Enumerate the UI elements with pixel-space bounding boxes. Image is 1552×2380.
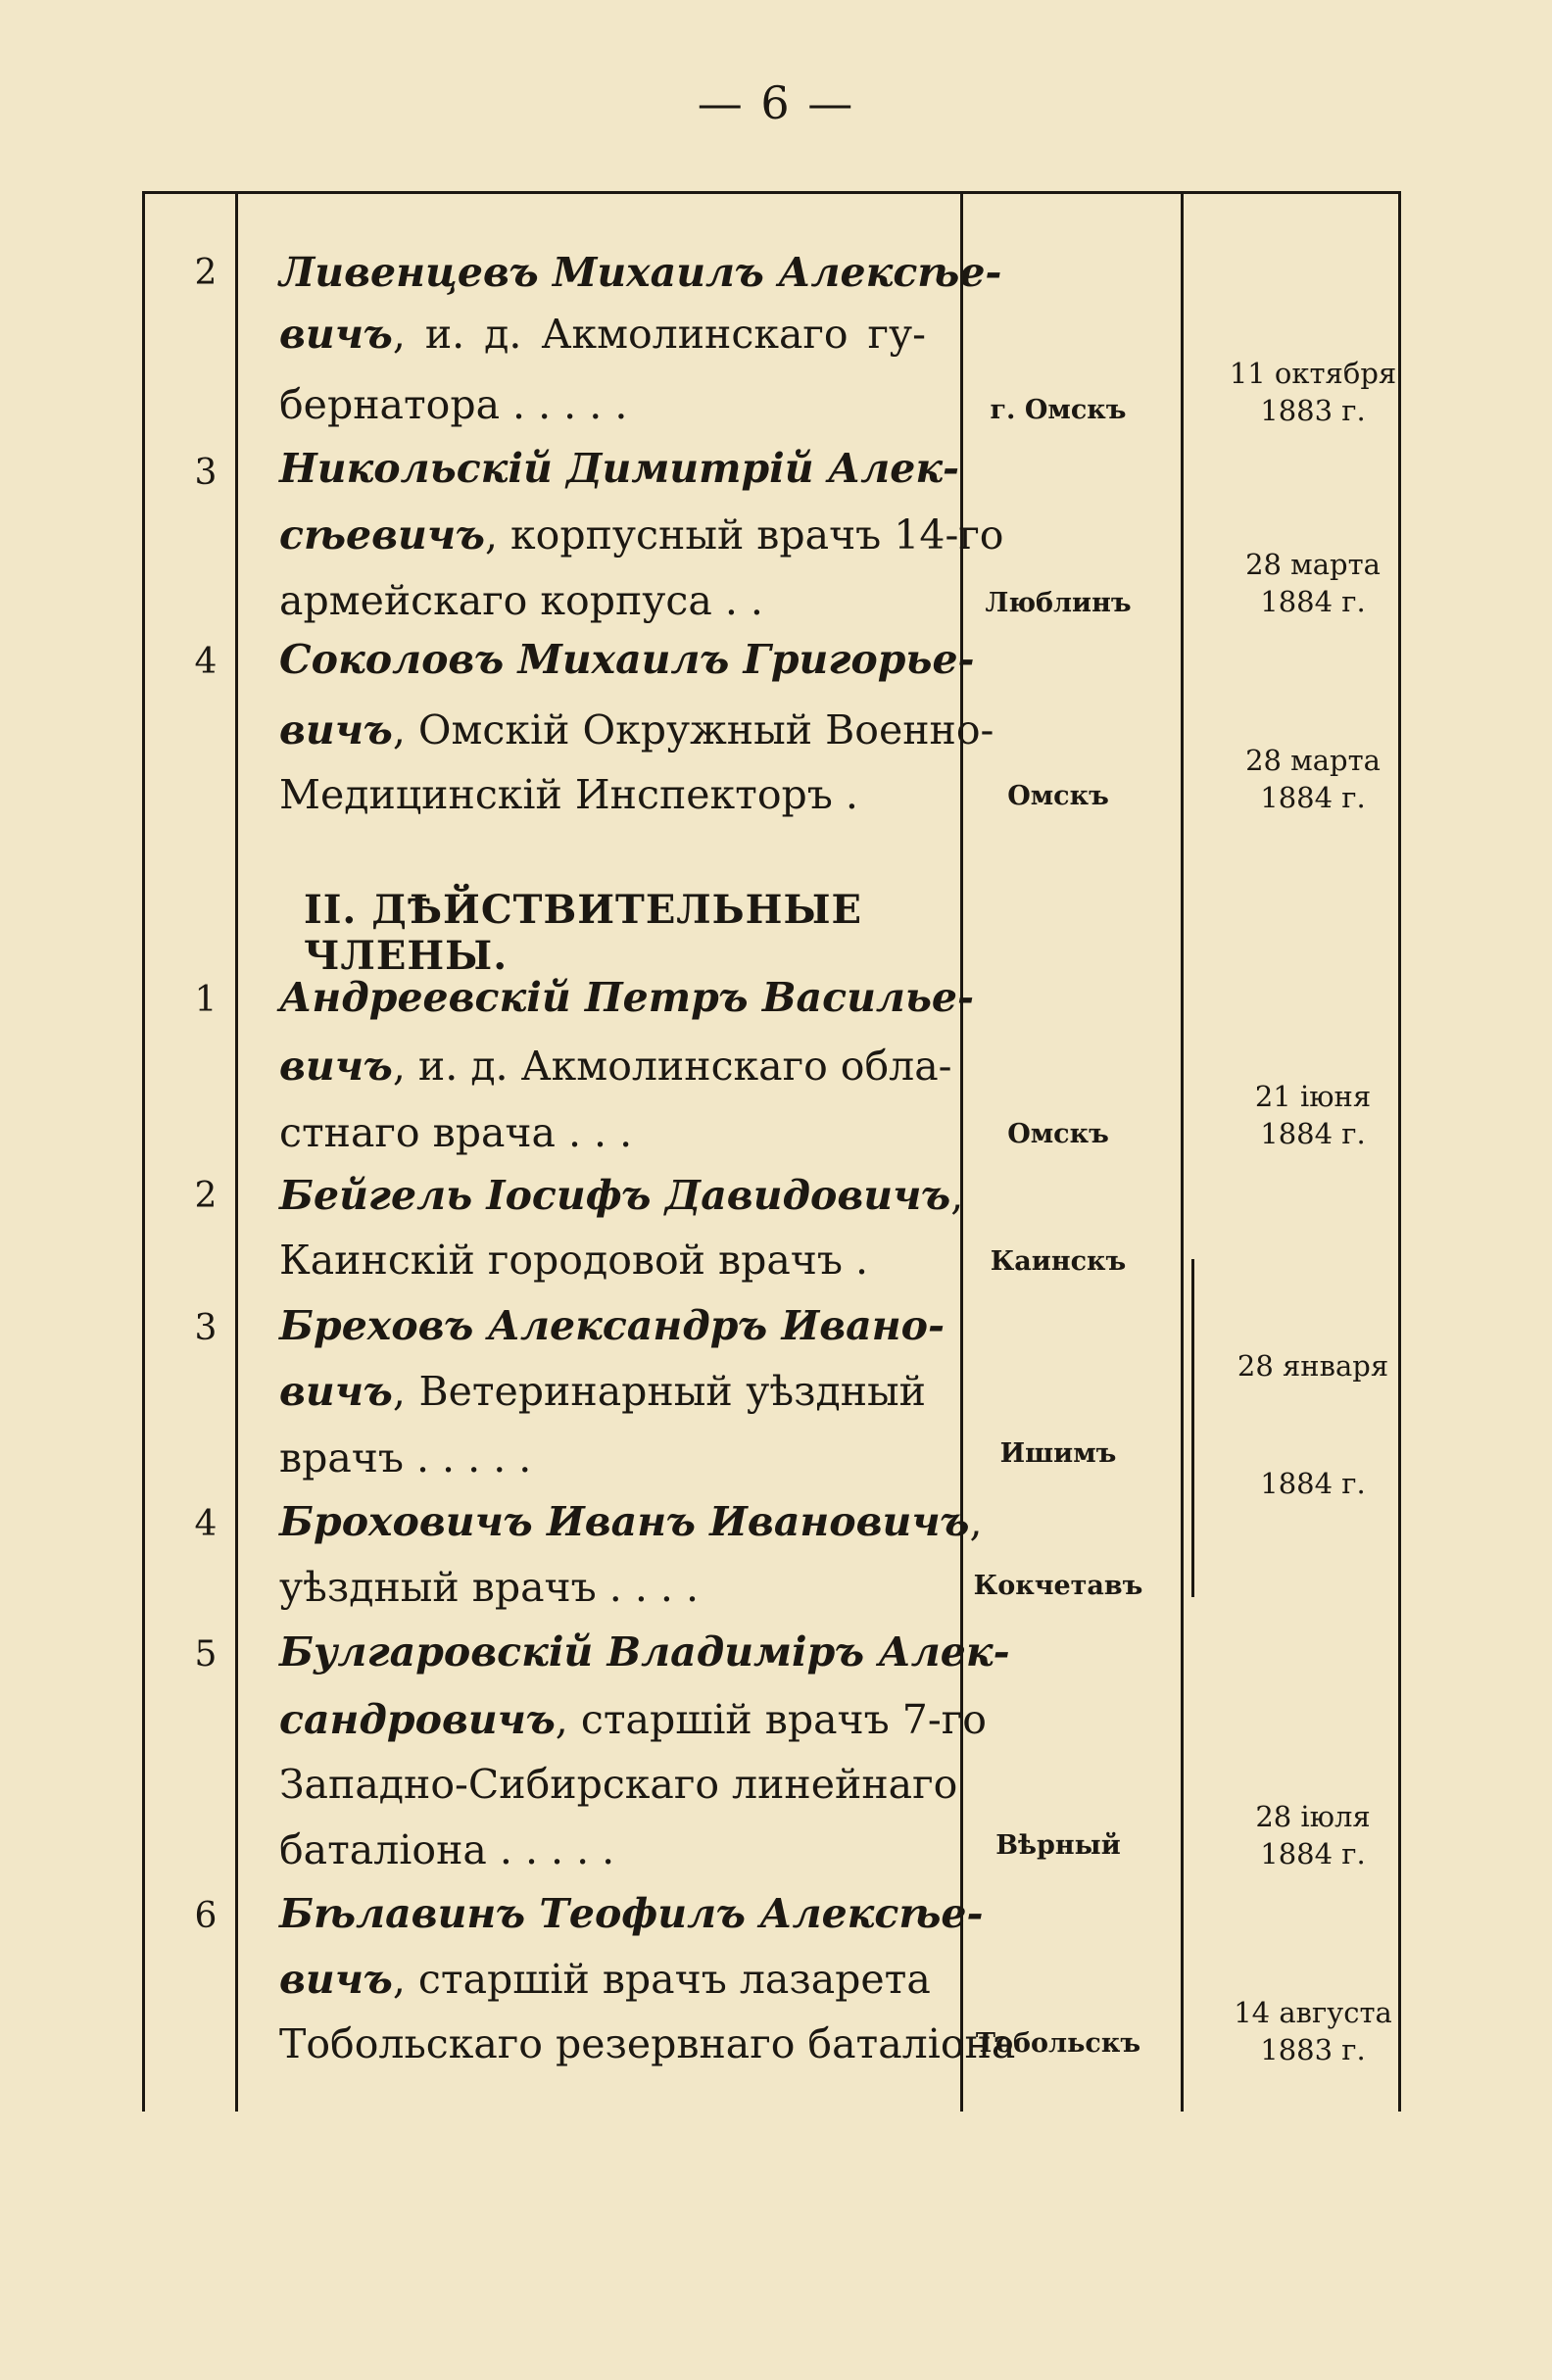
entry-place: Ишимъ [999, 1438, 1117, 1469]
table-top-rule [142, 191, 1401, 194]
entry-line: бернатора . . . . . [279, 381, 628, 428]
entry-date: 21 іюня 1884 г. [1254, 1080, 1372, 1150]
entry-line: вичъ, Омскій Окружный Военно- [279, 706, 994, 753]
entry-line: армейскаго корпуса . . [279, 577, 763, 624]
group-date-line-2: 1884 г. [1260, 1467, 1366, 1500]
entry-line: стнаго врача . . . [279, 1109, 633, 1156]
entry-date: 28 марта 1884 г. [1245, 744, 1381, 814]
place-column-rule [960, 191, 963, 2112]
entry-place: Люблинъ [985, 588, 1132, 618]
entry-line: Бѣлавинъ Теофилъ Алексѣе- [279, 1890, 984, 1937]
entry-line: Никольскій Димитрій Алек- [279, 445, 960, 492]
entry-number: 6 [194, 1896, 218, 1936]
entry-line: Броховичъ Иванъ Ивановичъ, [279, 1498, 983, 1545]
number-column-rule [235, 191, 238, 2112]
entry-place: Каинскъ [990, 1246, 1127, 1277]
entry-place: Вѣрный [995, 1830, 1121, 1861]
entry-date: 28 іюля 1884 г. [1255, 1800, 1371, 1870]
group-brace [1191, 1259, 1208, 1597]
entry-line: баталіона . . . . . [279, 1826, 615, 1873]
entry-date: 11 октября 1883 г. [1229, 357, 1397, 427]
entry-line: вичъ, и. д. Акмолинскаго обла- [279, 1043, 952, 1090]
entry-number: 5 [194, 1634, 218, 1675]
entry-place: г. Омскъ [990, 395, 1127, 425]
entry-number: 3 [194, 1308, 218, 1348]
entry-number: 2 [194, 1176, 218, 1216]
entry-place: Тобольскъ [975, 2028, 1141, 2059]
entry-line: вичъ, и. д. Акмолинскаго гу- [279, 311, 926, 358]
entry-line: Бейгель Іосифъ Давидовичъ, [279, 1172, 964, 1219]
entry-number: 2 [194, 253, 218, 293]
entry-date: 28 марта 1884 г. [1245, 548, 1381, 618]
entry-line: сѣевичъ, корпусный врачъ 14-го [279, 511, 1004, 559]
entry-line: вичъ, Ветеринарный уѣздный [279, 1368, 926, 1415]
entry-line: Каинскій городовой врачъ . [279, 1237, 869, 1284]
entry-line: сандровичъ, старшій врачъ 7-го [279, 1696, 987, 1743]
entry-line: Бреховъ Александръ Ивано- [279, 1302, 945, 1349]
entry-line: уѣздный врачъ . . . . [279, 1564, 699, 1611]
entry-line: вичъ, старшій врачъ лазарета [279, 1956, 931, 2003]
entry-line: врачъ . . . . . [279, 1434, 532, 1481]
page-number: — 6 — [697, 76, 855, 129]
entry-line: Ливенцевъ Михаилъ Алексѣе- [279, 249, 1002, 296]
entry-number: 3 [194, 453, 218, 493]
entry-place: Омскъ [1007, 1119, 1109, 1149]
entry-number: 4 [194, 1504, 218, 1544]
entry-line: Тобольскаго резервнаго баталіона [279, 2020, 1016, 2067]
entry-place: Омскъ [1007, 781, 1109, 811]
entry-place: Кокчетавъ [973, 1571, 1143, 1601]
entry-line: Западно-Сибирскаго линейнаго [279, 1761, 958, 1808]
table-left-rule [142, 191, 145, 2112]
entry-number: 1 [194, 980, 218, 1020]
entry-line: Соколовъ Михаилъ Григорье- [279, 636, 975, 683]
entry-line: Андреевскій Петръ Василье- [279, 974, 975, 1021]
section-title: II. ДѢЙСТВИТЕЛЬНЫЕ ЧЛЕНЫ. [304, 887, 863, 979]
entry-number: 4 [194, 642, 218, 682]
entry-line: Булгаровскій Владиміръ Алек- [279, 1628, 1010, 1676]
entry-line: Медицинскій Инспекторъ . [279, 771, 858, 818]
group-date-line-1: 28 января [1237, 1349, 1389, 1383]
entry-date: 14 августа 1883 г. [1234, 1996, 1392, 2066]
